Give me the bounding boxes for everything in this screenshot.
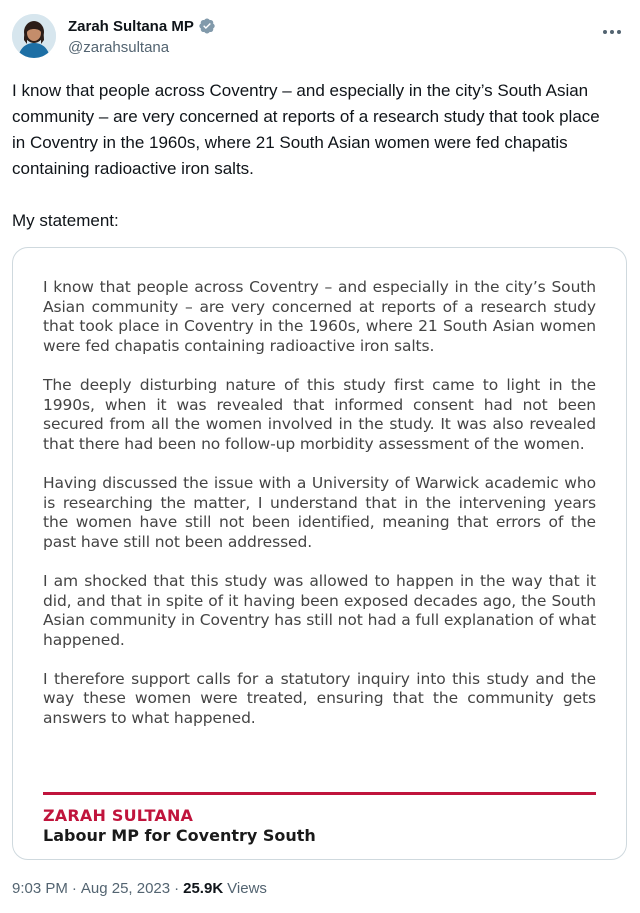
views-count: 25.9K: [183, 880, 224, 897]
signature-title: Labour MP for Coventry South: [43, 826, 316, 845]
signature-divider: [43, 792, 596, 795]
statement-image[interactable]: [12, 247, 627, 860]
views-label: Views: [227, 880, 267, 897]
tweet-paragraph: I know that people across Coventry – and especially in the city’s South Asian community – are very concerned at reports of a research study that took place in Coventry in the 1960s, where 21 South Asian women were fed chapatis containing radioactive iron salts.: [12, 81, 600, 178]
statement-paragraph: The deeply disturbing nature of this study first came to light in the 1990s, when it was revealed that informed consent had not been secured from all the women involved in the study. It was also revealed that there had been no follow-up morbidity assessment of the women.: [43, 375, 596, 453]
author-names: [68, 16, 216, 56]
meta-separator: ·: [174, 880, 180, 897]
tweet-date[interactable]: Aug 25, 2023: [80, 880, 171, 897]
tweet-paragraph: My statement:: [12, 211, 119, 230]
statement-paragraph: I am shocked that this study was allowed to happen in the way that it did, and that in spite of it having been exposed decades ago, the South Asian community in Coventry has still not had a full explanation of what happened.: [43, 571, 596, 649]
handle[interactable]: @zarahsultana: [68, 39, 170, 56]
signature-name: ZARAH SULTANA: [43, 806, 194, 825]
tweet-header: [12, 12, 628, 60]
avatar-image: [12, 14, 56, 58]
tweet-text: [12, 78, 612, 234]
statement-paragraph: I therefore support calls for a statutory inquiry into this study and the way these women were treated, ensuring that the community gets answers to what happened.: [43, 669, 596, 728]
avatar[interactable]: [12, 14, 56, 58]
tweet-meta: [12, 880, 267, 897]
verified-badge-icon: [198, 17, 216, 35]
statement-body: [43, 278, 596, 748]
statement-paragraph: I know that people across Coventry – and especially in the city’s South Asian community – are very concerned at reports of a research study that took place in Coventry in the 1960s, where 21 South Asian women were fed chapatis containing radioactive iron salts.: [43, 278, 596, 355]
more-options-icon[interactable]: [600, 20, 624, 44]
statement-paragraph: Having discussed the issue with a University of Warwick academic who is researching the matter, I understand that in the intervening years the women have still not been identified, meaning that errors of the past have still not been addressed.: [43, 473, 596, 551]
meta-separator: ·: [71, 880, 77, 897]
tweet-time[interactable]: 9:03 PM: [12, 880, 68, 897]
display-name[interactable]: Zarah Sultana MP: [68, 17, 194, 35]
